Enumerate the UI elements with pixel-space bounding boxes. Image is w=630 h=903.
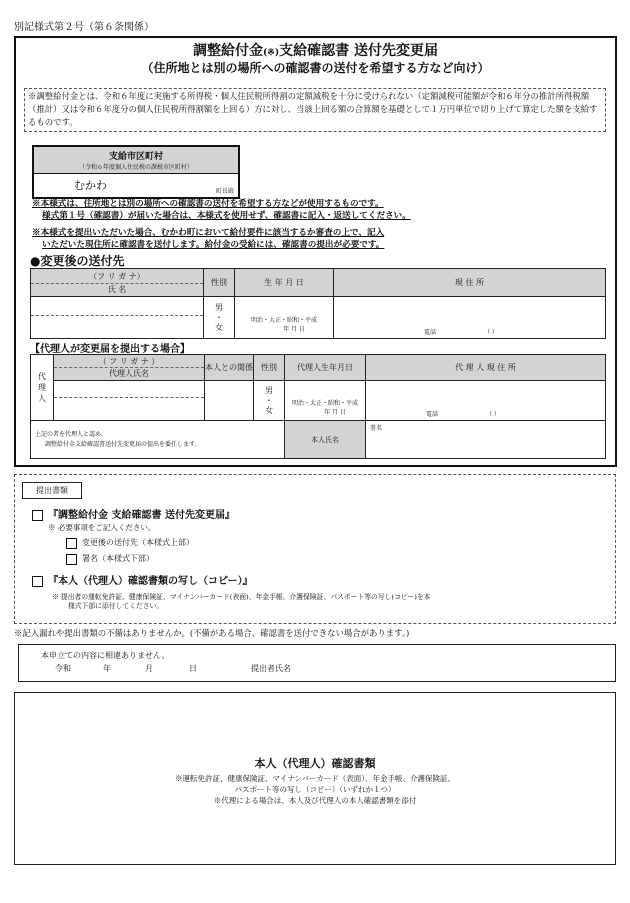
doc-item-2[interactable]: 『本人（代理人）確認書類の写し（コピー）』 [32,572,253,587]
agent-name-label: 代理人氏名 [109,369,149,378]
name-label: 氏 名 [107,284,127,294]
relation-label: 本人との関係 [205,355,254,381]
doc-sub-1-checkbox[interactable] [66,538,77,549]
form-number: 別記様式第２号（第６条関係） [14,22,154,33]
principal-name-label: 本人氏名 [285,421,366,459]
doc-item-1-note: ※ 必要事項をご記入ください。 [48,523,156,532]
doc-item-1-checkbox[interactable] [32,510,43,521]
submitter-name-input[interactable] [309,659,599,677]
name-input[interactable] [31,316,203,338]
section-agent-title: 【代理人が変更届を提出する場合】 [30,344,190,355]
address-label: 現 住 所 [334,269,606,297]
municipality-box [32,145,240,199]
agent-address-label: 代 理 人 現 住 所 [366,355,606,381]
doc-sub-2-checkbox[interactable] [66,554,77,565]
id-document-area[interactable]: 本人（代理人）確認書類 ※運転免許証、健康保険証、マイナンバーカード（表面）、年金手帳、介護保険証、 パスポート等の写し（コピー）（いずれか１つ） ※代理による場合は、本人及び代理人の本人確認書類を添付 [14,692,616,865]
agent-sex-label: 性別 [254,355,285,381]
agent-table [30,354,606,459]
relation-input[interactable] [205,381,254,421]
agent-furigana-input[interactable] [54,381,204,398]
furigana-input[interactable] [31,297,203,316]
municipality-sub: （令和６年度個人住民税の課税市区町村） [78,164,193,171]
principal-signature-input[interactable]: 署名 [366,421,606,459]
agent-sex-choice[interactable]: 男 ・ 女 [254,381,285,421]
destination-table [30,268,606,339]
agent-side-label: 代理人 [31,355,54,421]
furigana-label: （フ リ ガ ナ） [31,271,203,284]
municipality-name: むかわ [74,179,107,192]
municipality-suffix: 町長殿 [215,188,234,195]
name-input-cell[interactable] [31,297,204,339]
doc-item-2-note: ※ 提出者の運転免許証、健康保険証、マイナンバーカード(表面)、年金手帳、介護保険証、パスポート等の写し(コピー)を本 様式下部に添付してください。 [52,593,431,610]
dob-input[interactable]: 明治・大正・昭和・平成 年 月 日 [235,297,334,339]
doc-sub-2[interactable]: 署名（本様式下部） [66,553,154,565]
doc-sub-1[interactable]: 変更後の送付先（本様式上部） [66,537,194,549]
submitter-name-label: 提出者氏名 [251,664,291,673]
page-subtitle: （住所地とは別の場所への確認書の送付を希望する方など向け） [141,61,490,75]
id-area-title: 本人（代理人）確認書類 [254,757,376,770]
usage-notes: ※本様式は、住所地とは別の場所への確認書の送付を希望する方などが使用するものです。 様式第１号（確認書）が届いた場合は、本様式を使用せず、確認書に記入・返送してください。 ※本様式を提出いただいた場合、むかわ町において給付要件に該当するか審査の上で、記入 いただいた現住所に確認書を送付します。給付金の受給には、確認書の提出が必要です。 [32,199,411,250]
sex-choice[interactable]: 男 ・ 女 [204,297,235,339]
doc-item-2-checkbox[interactable] [32,576,43,587]
agent-dob-input[interactable]: 明治・大正・昭和・平成 年 月 日 [285,381,366,421]
page-title: 調整給付金(※)支給確認書 送付先変更届 [193,43,438,59]
dob-label: 生 年 月 日 [235,269,334,297]
section-destination-title: ●変更後の送付先 [30,254,125,268]
agent-name-input-cell[interactable] [54,381,205,421]
agent-name-input[interactable] [54,398,204,420]
delegation-statement: 上記の者を代理人と認め、 調整給付金支給確認書送付先変更届の提出を委任します。 [31,421,285,459]
agent-address-input[interactable]: 電話 （ ） [366,381,606,421]
warning-text: ※記入漏れや提出書類の不備はありませんか。(不備がある場合、確認書を送付できない場合があります。) [14,628,410,638]
address-input[interactable]: 電話 （ ） [334,297,606,339]
documents-label: 提出書類 [22,482,82,499]
definition-box: ※調整給付金とは、令和６年度に実施する所得税・個人住民税所得割の定額減税を十分に受けられない（定額減税可能額が令和６年分の推計所得税額（推計）又は令和６年度分の個人住民税所得割額を上回る）方に対し、当該上回る額の合算額を基礎として１万円単位で切り上げて算定した額を支給するものです。 [24,88,606,132]
agent-dob-label: 代理人生年月日 [285,355,366,381]
agent-furigana-label: （ フ リ ガ ナ ） [54,356,204,368]
declaration-box: 本申立ての内容に相違ありません。 令和 年 月 日 提出者氏名 [18,644,616,682]
municipality-heading: 支給市区町村 [108,152,163,162]
sex-label: 性別 [204,269,235,297]
doc-item-1[interactable]: 『調整給付金 支給確認書 送付先変更届』 [32,506,235,521]
